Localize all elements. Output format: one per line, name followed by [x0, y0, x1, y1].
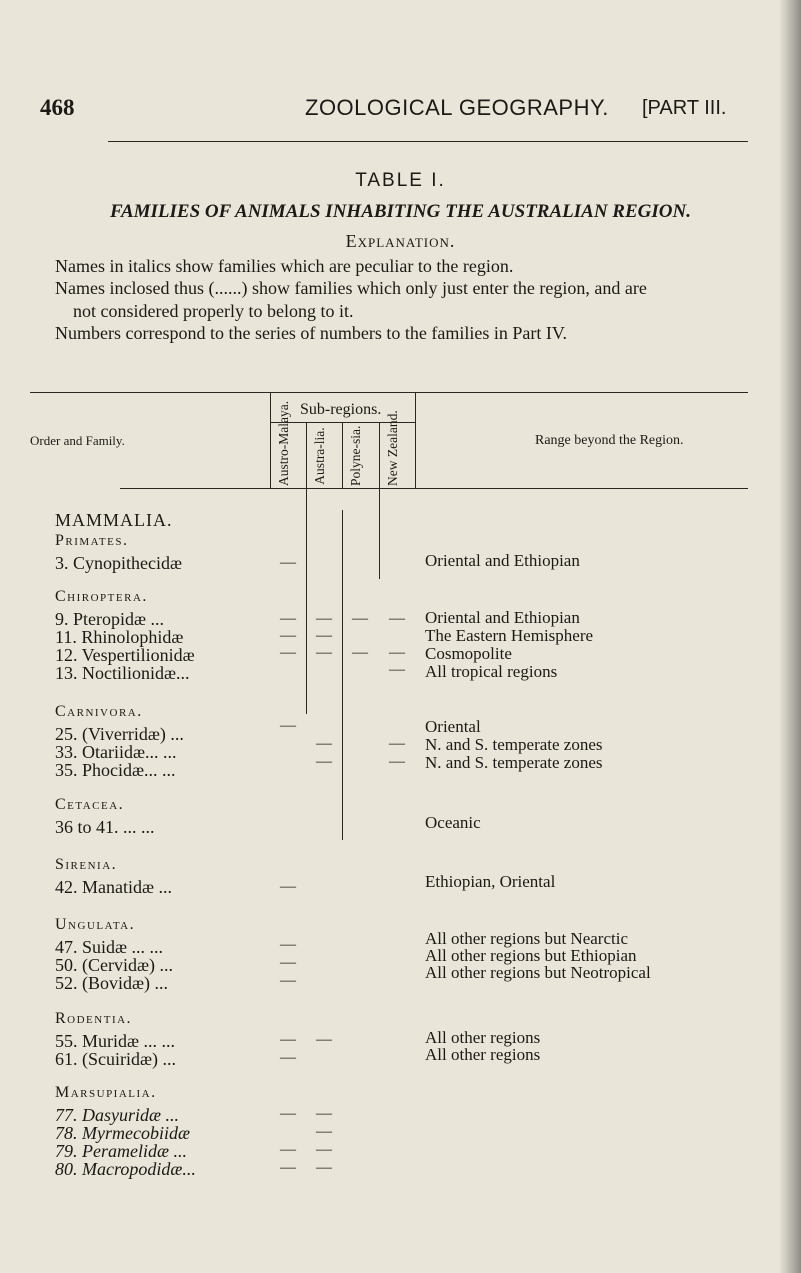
- order-heading: Sirenia.: [55, 856, 118, 873]
- explanation-heading: Explanation.: [345, 231, 456, 251]
- presence-dash: —: [280, 972, 296, 989]
- family-entry: 9. Pteropidæ ...: [55, 609, 165, 629]
- presence-dash: —: [316, 1105, 332, 1122]
- presence-dash: —: [389, 661, 405, 678]
- presence-dash: —: [280, 1159, 296, 1176]
- family-entry: 12. Vespertilionidæ: [55, 645, 195, 665]
- presence-dash: —: [316, 1031, 332, 1048]
- presence-dash: —: [316, 610, 332, 627]
- presence-dash: —: [316, 1141, 332, 1158]
- family-entry: 42. Manatidæ ...: [55, 877, 172, 897]
- range-entry: All other regions but Ethiopian: [425, 946, 637, 965]
- presence-dash: —: [280, 1049, 296, 1066]
- explanation-line: Numbers correspond to the series of numbers to the families in Part IV.: [55, 323, 568, 343]
- explanation-line: Names in italics show families which are peculiar to the region.: [55, 256, 514, 276]
- presence-dash: —: [280, 954, 296, 971]
- presence-dash: —: [280, 717, 296, 734]
- range-entry: Oriental and Ethiopian: [425, 608, 580, 627]
- range-entry: N. and S. temperate zones: [425, 735, 603, 754]
- running-title: ZOOLOGICAL GEOGRAPHY.: [305, 95, 609, 120]
- presence-dash: —: [316, 627, 332, 644]
- order-heading: Chiroptera.: [55, 588, 148, 605]
- family-entry: 13. Noctilionidæ...: [55, 663, 190, 683]
- body-divider: [306, 489, 307, 714]
- page-number: 468: [40, 95, 75, 120]
- presence-dash: —: [280, 1105, 296, 1122]
- family-entry: 55. Muridæ ... ...: [55, 1031, 176, 1051]
- range-entry: All other regions: [425, 1028, 541, 1047]
- range-entry: Oriental and Ethiopian: [425, 551, 580, 570]
- range-heading: Range beyond the Region.: [535, 433, 684, 448]
- family-entry: 78. Myrmecobiidæ: [55, 1123, 190, 1143]
- subregions-heading: Sub-regions.: [300, 401, 382, 418]
- presence-dash: —: [316, 753, 332, 770]
- column-divider: [379, 422, 380, 489]
- family-entry: 77. Dasyuridæ ...: [55, 1105, 180, 1125]
- presence-dash: —: [389, 644, 405, 661]
- family-entry: 11. Rhinolophidæ: [55, 627, 184, 647]
- family-entry: 80. Macropodidæ...: [55, 1159, 196, 1179]
- presence-dash: —: [316, 1159, 332, 1176]
- presence-dash: —: [280, 936, 296, 953]
- body-divider: [379, 489, 380, 579]
- explanation-line: Names inclosed thus (......) show families which only just enter the region, and are: [55, 278, 647, 298]
- table-top-rule: [30, 392, 748, 393]
- column-polynesia: Polyne-sia.: [348, 425, 363, 486]
- column-austro-malaya: Austro-Malaya.: [276, 400, 291, 486]
- range-entry: Oriental: [425, 717, 481, 736]
- column-divider: [415, 392, 416, 489]
- order-heading: Primates.: [55, 532, 129, 549]
- part-label: [PART III.: [642, 97, 727, 119]
- column-australia: Austra-lia.: [312, 427, 327, 485]
- order-family-heading: Order and Family.: [30, 433, 125, 448]
- column-divider: [270, 392, 271, 489]
- body-divider: [342, 510, 343, 840]
- family-entry: 25. (Viverridæ) ...: [55, 724, 184, 744]
- range-entry: All other regions but Nearctic: [425, 929, 628, 948]
- family-entry: 35. Phocidæ... ...: [55, 760, 176, 780]
- presence-dash: —: [280, 1141, 296, 1158]
- presence-dash: —: [389, 735, 405, 752]
- range-entry: All other regions: [425, 1045, 541, 1064]
- presence-dash: —: [316, 735, 332, 752]
- range-entry: All other regions but Neotropical: [425, 963, 651, 982]
- range-entry: N. and S. temperate zones: [425, 753, 603, 772]
- range-entry: Cosmopolite: [425, 644, 512, 663]
- presence-dash: —: [280, 610, 296, 627]
- presence-dash: —: [280, 1031, 296, 1048]
- range-entry: Oceanic: [425, 813, 481, 832]
- family-entry: 52. (Bovidæ) ...: [55, 973, 169, 993]
- family-entry: 47. Suidæ ... ...: [55, 937, 164, 957]
- family-entry: 50. (Cervidæ) ...: [55, 955, 173, 975]
- presence-dash: —: [316, 1123, 332, 1140]
- class-heading: MAMMALIA.: [55, 510, 173, 530]
- table-label: TABLE I.: [355, 170, 446, 191]
- column-divider: [306, 422, 307, 489]
- family-entry: 36 to 41. ... ...: [55, 817, 155, 837]
- presence-dash: —: [352, 644, 368, 661]
- family-entry: 79. Peramelidæ ...: [55, 1141, 187, 1161]
- presence-dash: —: [389, 753, 405, 770]
- order-heading: Rodentia.: [55, 1010, 133, 1027]
- presence-dash: —: [389, 610, 405, 627]
- presence-dash: —: [280, 878, 296, 895]
- range-entry: All tropical regions: [425, 662, 558, 681]
- range-entry: Ethiopian, Oriental: [425, 872, 556, 891]
- family-entry: 3. Cynopithecidæ: [55, 553, 182, 573]
- presence-dash: —: [280, 554, 296, 571]
- family-entry: 61. (Scuiridæ) ...: [55, 1049, 176, 1069]
- explanation-line: not considered properly to belong to it.: [73, 301, 354, 321]
- header-rule: [108, 141, 748, 142]
- column-divider: [342, 422, 343, 489]
- order-heading: Marsupialia.: [55, 1084, 157, 1101]
- column-new-zealand: New Zealand.: [385, 410, 400, 486]
- presence-dash: —: [280, 627, 296, 644]
- presence-dash: —: [280, 644, 296, 661]
- presence-dash: —: [316, 644, 332, 661]
- table-title: FAMILIES OF ANIMALS INHABITING THE AUSTRALIAN REGION.: [110, 201, 691, 222]
- order-heading: Cetacea.: [55, 796, 125, 813]
- range-entry: The Eastern Hemisphere: [425, 626, 594, 645]
- family-entry: 33. Otariidæ... ...: [55, 742, 177, 762]
- presence-dash: —: [352, 610, 368, 627]
- order-heading: Ungulata.: [55, 916, 136, 933]
- order-heading: Carnivora.: [55, 703, 143, 720]
- header-bottom-rule: [120, 488, 748, 489]
